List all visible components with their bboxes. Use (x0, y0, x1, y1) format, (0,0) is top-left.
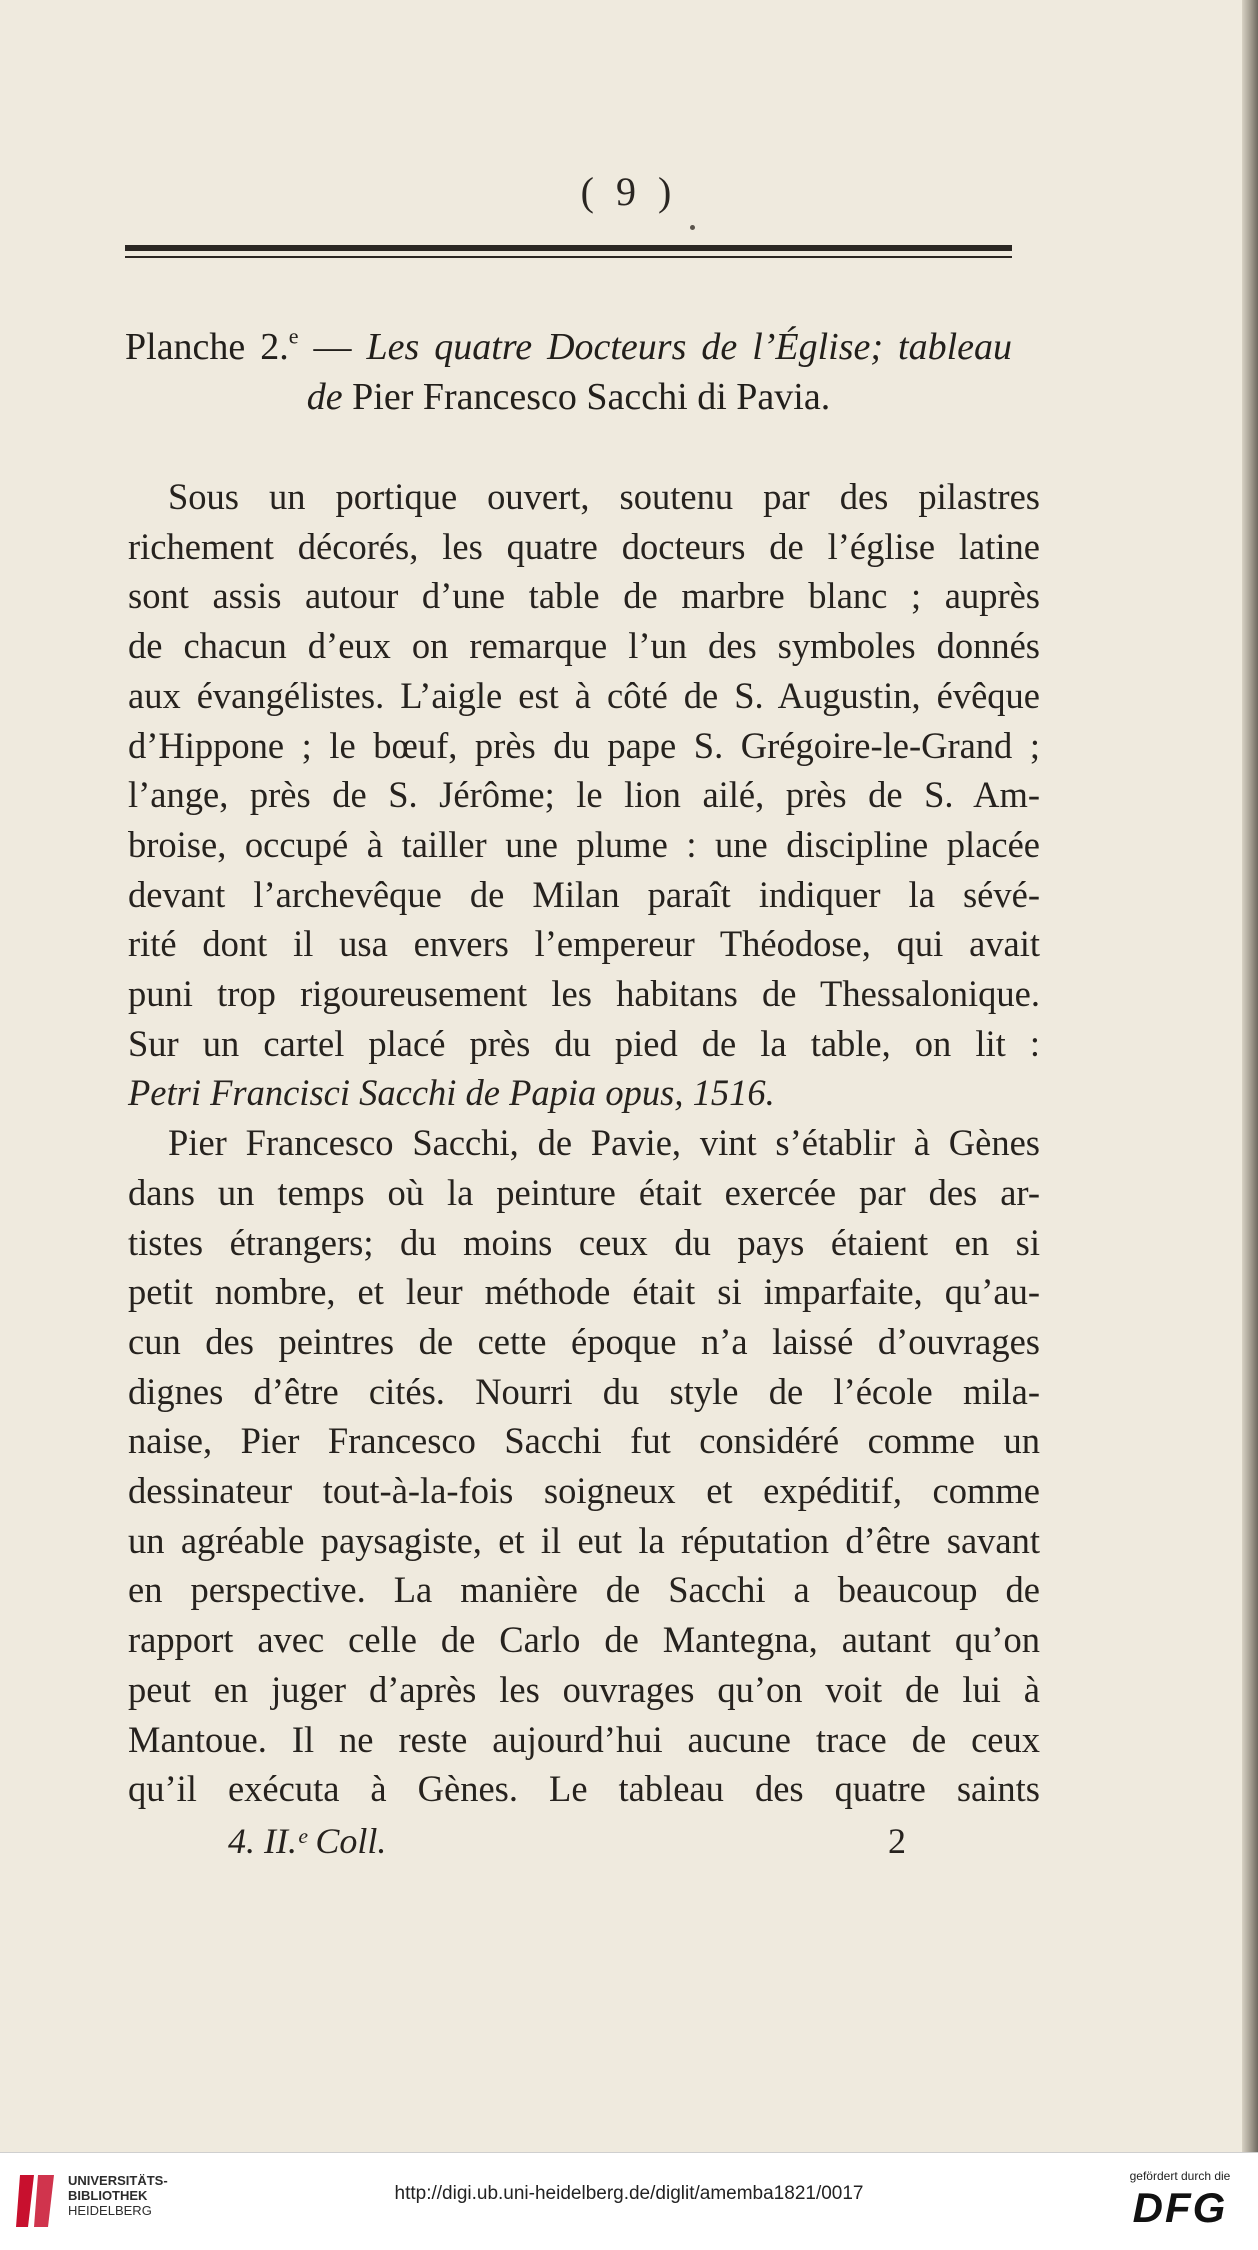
plate-heading (125, 322, 1012, 422)
dfg-logo: DFG (1132, 2184, 1228, 2231)
page-number: ( 9 ) (580, 169, 678, 214)
text-line: puni trop rigoureusement les habitans de Thessalonique. (128, 973, 1040, 1015)
ink-speck (690, 225, 695, 230)
text-line: Sous un portique ouvert, soutenu par des pilastres (168, 476, 1040, 517)
funded-by-label: gefördert durch die (1129, 2169, 1231, 2183)
text-line: Pier Francesco Sacchi, de Pavie, vint s’établir à Gènes (168, 1122, 1040, 1164)
text-line: devant l’archevêque de Milan paraît indiquer la sévé- (128, 873, 1040, 915)
funding-notice (1120, 2169, 1240, 2233)
plate-label: Planche 2. (125, 326, 289, 368)
text-line: de chacun d’eux on remarque l’un des symboles donnés (128, 625, 1040, 667)
body-text (128, 472, 1040, 1814)
text-line: broise, occupé à tailler une plume : une discipline placée (128, 823, 1040, 865)
text-line: un agréable paysagiste, et il eut la réputation d’être savant (128, 1519, 1040, 1561)
text-line: Mantoue. Il ne reste aujourd’hui aucune trace de ceux (128, 1718, 1040, 1760)
permalink-url[interactable]: http://digi.ub.uni-heidelberg.de/diglit/amemba1821/0017 (394, 2183, 864, 2204)
text-line: tistes étrangers; du moins ceux du pays étaient en si (128, 1221, 1040, 1263)
text-line: rapport avec celle de Carlo de Mantegna, autant qu’on (128, 1619, 1040, 1661)
library-name-line-3: HEIDELBERG (68, 2203, 152, 2218)
signature-mark-text: 4. II.ᵉ Coll. (228, 1821, 387, 1861)
plate-label-superscript: e (288, 323, 299, 349)
text-line: sont assis autour d’une table de marbre blanc ; auprès (128, 575, 1040, 617)
text-line: dignes d’être cités. Nourri du style de l’école mila- (128, 1370, 1040, 1412)
painting-title: Les quatre Docteurs de l’Église; tableau (366, 326, 1013, 368)
text-line: qu’il exécuta à Gènes. Le tableau des quatre saints (128, 1768, 1040, 1810)
text-line: Sur un cartel placé près du pied de la table, on lit : (128, 1022, 1040, 1064)
inscription-line: Petri Francisci Sacchi de Papia opus, 1516. (128, 1072, 775, 1114)
text-line: cun des peintres de cette époque n’a laissé d’ouvrages (128, 1320, 1040, 1362)
text-line: naise, Pier Francesco Sacchi fut considéré comme un (128, 1420, 1040, 1462)
heading-dash: — (298, 326, 367, 368)
text-line: aux évangélistes. L’aigle est à côté de S. Augustin, évêque (128, 674, 1040, 716)
plate-heading-line-2 (125, 372, 1012, 422)
text-line: peut en juger d’après les ouvrages qu’on voit de lui à (128, 1668, 1040, 1710)
header-rule-thin (125, 256, 1012, 258)
heading-de: de (306, 376, 343, 418)
viewer-footer (0, 2152, 1258, 2250)
text-line: richement décorés, les quatre docteurs de l’église latine (128, 525, 1040, 567)
page-edge-shadow (1242, 0, 1258, 2152)
library-name-line-1: UNIVERSITÄTS- (68, 2173, 168, 2188)
signature-number: 2 (888, 1821, 906, 1861)
text-line: d’Hippone ; le bœuf, près du pape S. Grégoire-le-Grand ; (128, 724, 1040, 766)
header-rule-thick (125, 245, 1012, 251)
text-line: rité dont il usa envers l’empereur Théodose, qui avait (128, 923, 1040, 965)
plate-heading-line-1 (125, 322, 1012, 372)
artist-name: Pier Francesco Sacchi di Pavia. (342, 376, 831, 418)
text-line: petit nombre, et leur méthode était si imparfaite, qu’au- (128, 1271, 1040, 1313)
text-line: dans un temps où la peinture était exercée par des ar- (128, 1171, 1040, 1213)
text-line: en perspective. La manière de Sacchi a beaucoup de (128, 1569, 1040, 1611)
text-line: dessinateur tout-à-la-fois soigneux et expéditif, comme (128, 1470, 1040, 1512)
text-line: l’ange, près de S. Jérôme; le lion ailé, près de S. Am- (128, 774, 1040, 816)
library-name-line-2: BIBLIOTHEK (68, 2188, 148, 2203)
